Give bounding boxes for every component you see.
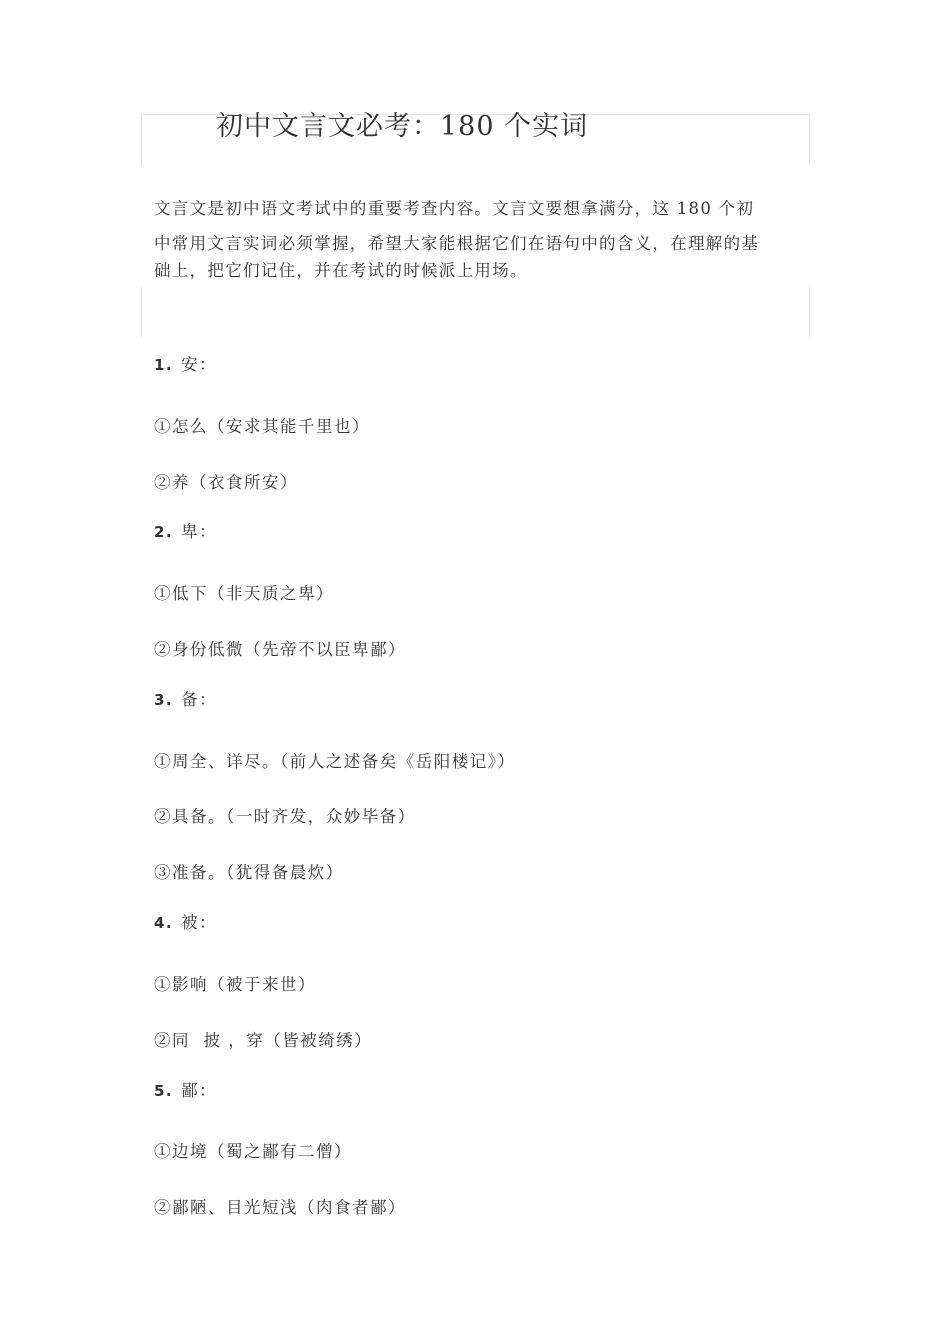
entry-word: 备：: [181, 690, 218, 709]
entry-heading: [154, 518, 217, 542]
entry-meaning: ①低下（非天质之卑）: [154, 584, 334, 603]
entry-number: 5.: [154, 1082, 174, 1100]
section-frame: [141, 287, 810, 337]
intro-line: 中常用文言实词必须掌握，希望大家能根据它们在语句中的含义，在理解的基: [154, 234, 760, 253]
entry-word: 安：: [181, 355, 218, 374]
entry-heading: [154, 686, 217, 710]
entry-word: 卑：: [181, 522, 218, 541]
entry-meaning: ①周全、详尽。（前人之述备矣《岳阳楼记》）: [154, 752, 516, 771]
entry-heading: [154, 909, 217, 933]
entry-number: 2.: [154, 523, 174, 541]
entry-number: 3.: [154, 691, 174, 709]
entry-meaning: ②养（衣食所安）: [154, 473, 298, 492]
entry-meaning: ③准备。（犹得备晨炊）: [154, 863, 344, 882]
entry-meaning: ②鄙陋、目光短浅（肉食者鄙）: [154, 1198, 406, 1217]
entry-heading: [154, 351, 217, 375]
intro-line: 文言文是初中语文考试中的重要考查内容。文言文要想拿满分，这 180 个初: [154, 199, 755, 218]
entry-meaning: ①怎么（安求其能千里也）: [154, 417, 370, 436]
intro-paragraph: [154, 193, 802, 284]
entry-meaning: ②身份低微（先帝不以臣卑鄙）: [154, 640, 406, 659]
entry-number: 4.: [154, 914, 174, 932]
page-title: 初中文言文必考：180 个实词: [216, 111, 589, 142]
entry-word: 鄙：: [181, 1081, 218, 1100]
entry-meaning: ②具备。（一时齐发，众妙毕备）: [154, 807, 416, 826]
entry-meaning: ②同 披 ，穿（皆被绮绣）: [154, 1031, 373, 1050]
intro-line: 础上，把它们记住，并在考试的时候派上用场。: [154, 261, 528, 280]
entry-number: 1.: [154, 356, 174, 374]
entry-word: 被：: [181, 913, 218, 932]
entry-meaning: ①边境（蜀之鄙有二僧）: [154, 1142, 352, 1161]
entry-meaning: ①影响（被于来世）: [154, 975, 316, 994]
entry-heading: [154, 1077, 217, 1101]
